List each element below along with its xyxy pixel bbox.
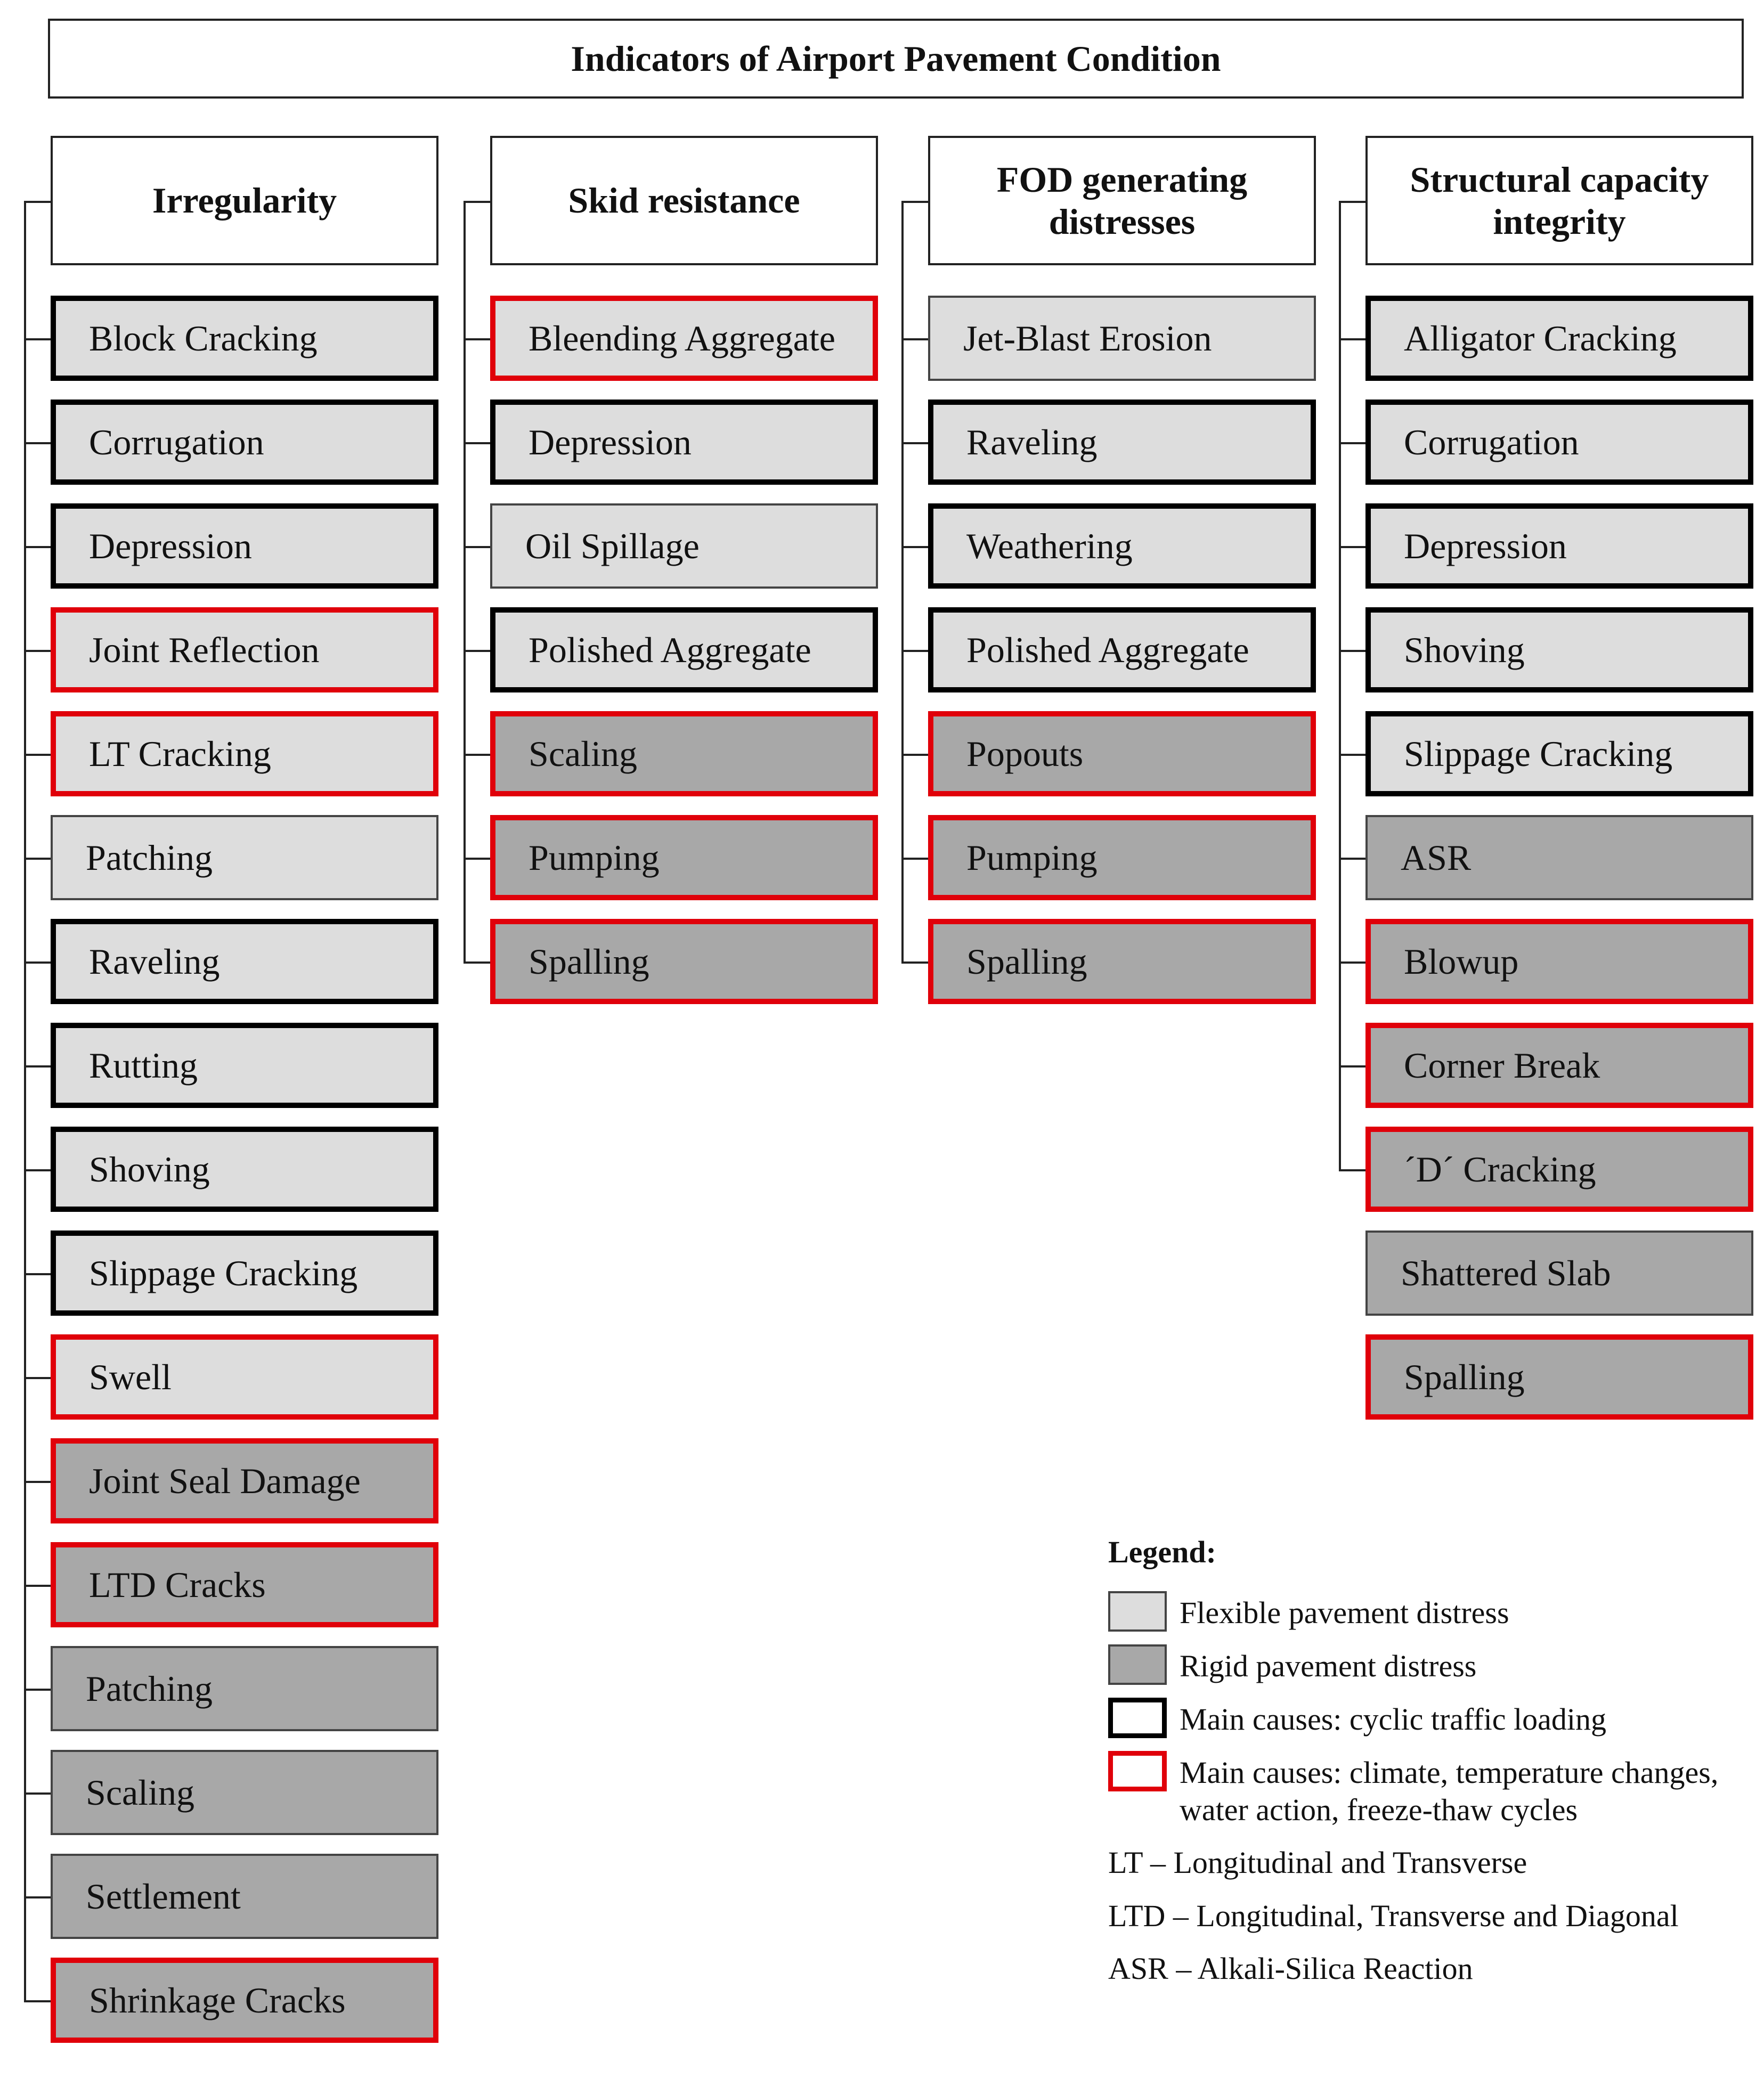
rigid-swatch [1108, 1644, 1167, 1685]
distress-item [51, 1854, 438, 1939]
distress-label: Blowup [1404, 941, 1519, 982]
legend-rigid [1108, 1644, 1747, 1685]
abbr-lt: LT – Longitudinal and Transverse [1108, 1845, 1527, 1880]
distress-item [51, 1230, 438, 1316]
bracket-tick [1339, 754, 1365, 756]
distress-label: Settlement [86, 1876, 241, 1917]
distress-label: ´D´ Cracking [1404, 1148, 1596, 1189]
distress-label: Popouts [966, 733, 1084, 774]
distress-label: Scaling [86, 1772, 194, 1813]
distress-label: LTD Cracks [89, 1564, 266, 1605]
distress-label: Weathering [966, 525, 1133, 566]
legend-flexible [1108, 1591, 1747, 1632]
bracket-tick [24, 1689, 51, 1691]
distress-label: LT Cracking [89, 733, 271, 774]
legend-climate-label: Main causes: climate, temperature changes, water action, freeze-thaw cycles [1180, 1755, 1719, 1827]
distress-label: Polished Aggregate [529, 629, 811, 670]
distress-item [1365, 919, 1753, 1004]
bracket-tick [464, 338, 490, 340]
distress-item [51, 296, 438, 381]
column-header-skid-resistance: Skid resistance [490, 136, 878, 265]
bracket-tick [901, 338, 928, 340]
distress-item [51, 400, 438, 485]
legend-traffic-label: Main causes: cyclic traffic loading [1180, 1702, 1606, 1737]
distress-label: Shoving [1404, 629, 1525, 670]
column-header-fod: FOD generating distresses [928, 136, 1316, 265]
distress-item [490, 711, 878, 796]
bracket-tick [464, 754, 490, 756]
distress-item [51, 815, 438, 900]
legend-traffic [1108, 1698, 1747, 1738]
bracket-line [1339, 201, 1341, 1172]
bracket-tick [24, 1377, 51, 1379]
distress-label: Corrugation [89, 421, 264, 462]
bracket-tick [901, 650, 928, 652]
distress-item [1365, 296, 1753, 381]
distress-item [51, 1646, 438, 1731]
distress-item [1365, 1127, 1753, 1212]
bracket-tick [1339, 201, 1365, 203]
distress-label: ASR [1401, 837, 1472, 878]
bracket-tick [24, 1585, 51, 1587]
bracket-tick [464, 650, 490, 652]
bracket-tick [24, 1273, 51, 1275]
distress-item [490, 296, 878, 381]
abbr-ltd: LTD – Longitudinal, Transverse and Diagonal [1108, 1898, 1679, 1933]
distress-label: Raveling [89, 941, 220, 982]
distress-label: Spalling [1404, 1356, 1525, 1397]
distress-label: Patching [86, 837, 213, 878]
bracket-line [901, 201, 904, 964]
distress-label: Depression [89, 525, 252, 566]
distress-label: Shoving [89, 1148, 210, 1189]
legend [1108, 1534, 1747, 1987]
distress-item [928, 607, 1316, 692]
distress-item [490, 919, 878, 1004]
distress-item [51, 503, 438, 589]
distress-label: Bleending Aggregate [529, 317, 835, 358]
bracket-line [464, 201, 466, 964]
bracket-tick [24, 546, 51, 548]
distress-item [51, 1334, 438, 1420]
distress-label: Corner Break [1404, 1045, 1600, 1086]
bracket-tick [24, 338, 51, 340]
bracket-tick [24, 650, 51, 652]
distress-label: Joint Seal Damage [89, 1460, 361, 1501]
legend-flexible-label: Flexible pavement distress [1180, 1595, 1509, 1630]
column-header-structural: Structural capacity integrity [1365, 136, 1753, 265]
legend-title: Legend: [1108, 1535, 1216, 1569]
bracket-tick [24, 1896, 51, 1898]
distress-item [1365, 1023, 1753, 1108]
bracket-tick [24, 961, 51, 964]
bracket-tick [464, 961, 490, 964]
distress-label: Oil Spillage [525, 525, 700, 566]
traffic-swatch [1108, 1698, 1167, 1738]
bracket-tick [901, 442, 928, 444]
distress-label: Pumping [529, 837, 660, 878]
distress-item [928, 919, 1316, 1004]
legend-climate [1108, 1751, 1747, 1828]
bracket-line [24, 201, 26, 2003]
bracket-tick [24, 1065, 51, 1067]
distress-label: Shrinkage Cracks [89, 1979, 346, 2020]
distress-item [928, 711, 1316, 796]
distress-label: Raveling [966, 421, 1098, 462]
diagram-title: Indicators of Airport Pavement Condition [48, 19, 1744, 99]
bracket-tick [24, 2000, 51, 2002]
distress-label: Joint Reflection [89, 629, 320, 670]
bracket-tick [464, 858, 490, 860]
distress-label: Corrugation [1404, 421, 1579, 462]
distress-item [51, 607, 438, 692]
distress-label: Shattered Slab [1401, 1252, 1611, 1293]
distress-item [928, 503, 1316, 589]
distress-item [51, 1023, 438, 1108]
distress-label: Pumping [966, 837, 1098, 878]
distress-label: Block Cracking [89, 317, 318, 358]
bracket-tick [1339, 858, 1365, 860]
distress-item [1365, 1334, 1753, 1420]
bracket-tick [1339, 1065, 1365, 1067]
bracket-tick [24, 1481, 51, 1483]
bracket-tick [901, 201, 928, 203]
distress-label: Spalling [529, 941, 649, 982]
distress-label: Swell [89, 1356, 172, 1397]
distress-item [490, 400, 878, 485]
distress-item [1365, 607, 1753, 692]
bracket-tick [464, 201, 490, 203]
distress-item [51, 1750, 438, 1835]
distress-label: Slippage Cracking [1404, 733, 1673, 774]
distress-item [1365, 1230, 1753, 1316]
distress-item [51, 1127, 438, 1212]
bracket-tick [901, 858, 928, 860]
distress-item [51, 711, 438, 796]
bracket-tick [24, 1792, 51, 1795]
distress-item [51, 1438, 438, 1523]
distress-item [490, 815, 878, 900]
bracket-tick [24, 858, 51, 860]
distress-label: Depression [1404, 525, 1567, 566]
bracket-tick [24, 1169, 51, 1171]
distress-item [1365, 503, 1753, 589]
distress-label: Scaling [529, 733, 637, 774]
bracket-tick [1339, 338, 1365, 340]
distress-item [1365, 711, 1753, 796]
distress-label: Alligator Cracking [1404, 317, 1677, 358]
abbr-asr: ASR – Alkali-Silica Reaction [1108, 1951, 1473, 1986]
legend-rigid-label: Rigid pavement distress [1180, 1649, 1477, 1683]
bracket-tick [901, 546, 928, 548]
bracket-tick [464, 442, 490, 444]
distress-label: Jet-Blast Erosion [963, 317, 1212, 358]
distress-item [928, 815, 1316, 900]
distress-item [51, 919, 438, 1004]
distress-item [490, 503, 878, 589]
bracket-tick [901, 754, 928, 756]
bracket-tick [901, 961, 928, 964]
distress-item [1365, 400, 1753, 485]
distress-item [51, 1542, 438, 1627]
climate-swatch [1108, 1751, 1167, 1791]
distress-item [1365, 815, 1753, 900]
distress-item [928, 296, 1316, 381]
column-header-irregularity: Irregularity [51, 136, 438, 265]
distress-item [928, 400, 1316, 485]
bracket-tick [24, 442, 51, 444]
bracket-tick [24, 754, 51, 756]
distress-label: Rutting [89, 1045, 198, 1086]
flexible-swatch [1108, 1591, 1167, 1632]
bracket-tick [1339, 442, 1365, 444]
distress-label: Depression [529, 421, 692, 462]
distress-item [490, 607, 878, 692]
distress-label: Slippage Cracking [89, 1252, 358, 1293]
distress-item [51, 1958, 438, 2043]
bracket-tick [24, 201, 51, 203]
bracket-tick [1339, 961, 1365, 964]
bracket-tick [1339, 546, 1365, 548]
bracket-tick [464, 546, 490, 548]
distress-label: Spalling [966, 941, 1087, 982]
distress-label: Polished Aggregate [966, 629, 1249, 670]
distress-label: Patching [86, 1668, 213, 1709]
bracket-tick [1339, 1169, 1365, 1171]
bracket-tick [1339, 650, 1365, 652]
